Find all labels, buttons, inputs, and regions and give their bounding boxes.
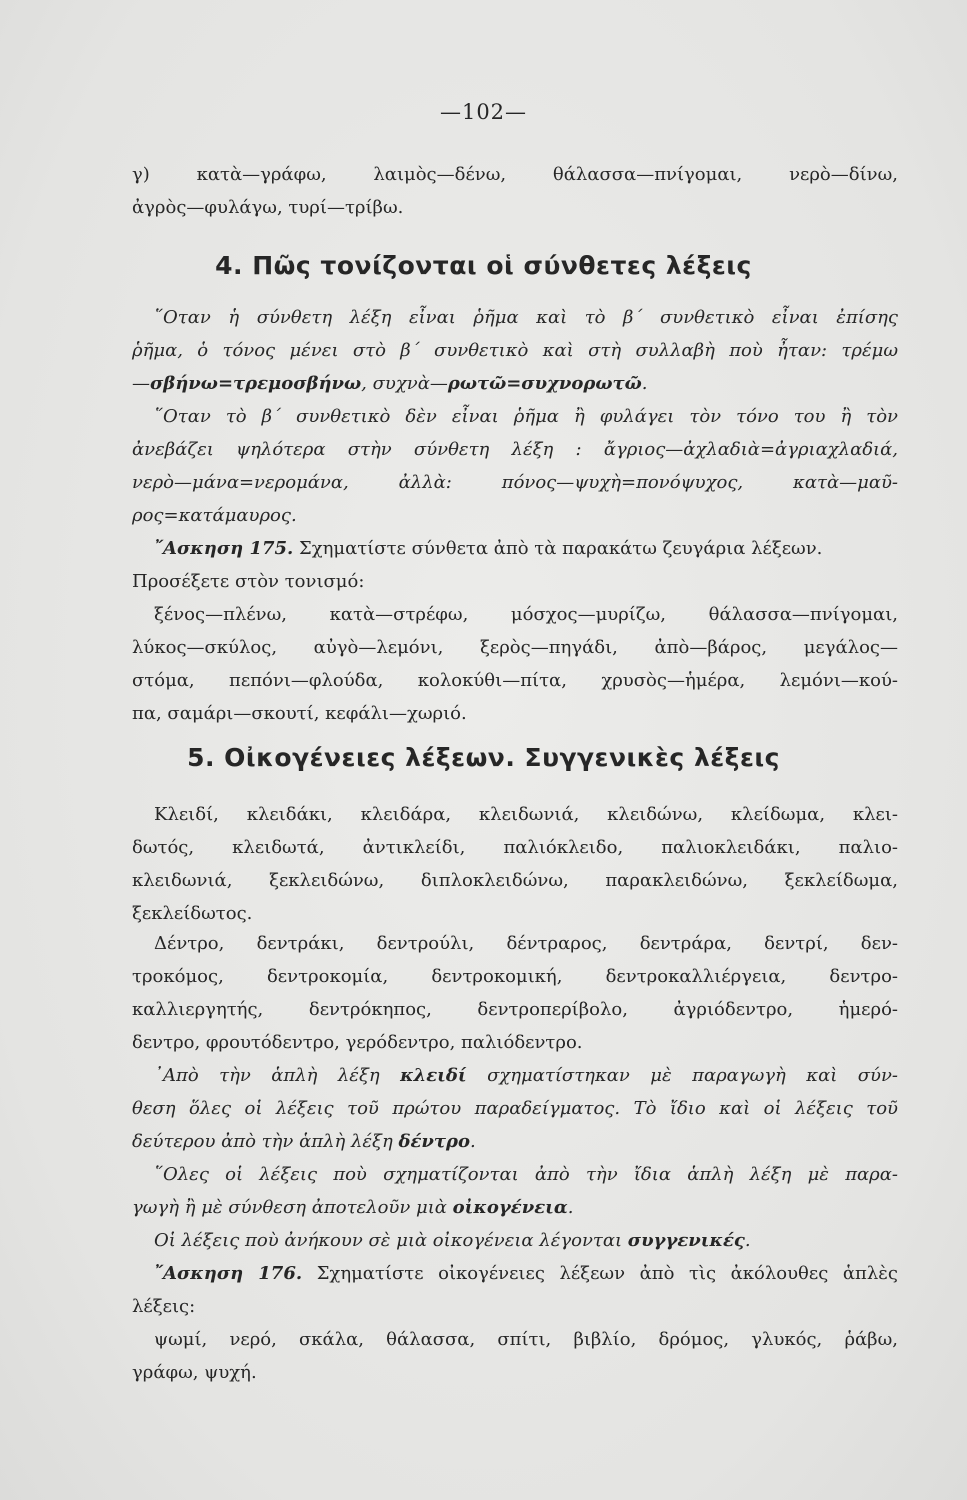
family-dentro <box>132 927 898 1059</box>
text-line: γράφω, ψυχή. <box>132 1362 257 1383</box>
text-line: ῥῆμα, ὁ τόνος μένει στὸ β΄ συνθετικὸ καὶ στὴ συλλαβὴ ποὺ ἦταν: τρέμω <box>132 340 898 361</box>
text-line: δεντρο, φρουτόδεντρο, γερόδεντρο, παλιόδεντρο. <box>132 1032 583 1053</box>
text-run: . <box>470 1131 476 1152</box>
text-line: Δέντρο, δεντράκι, δεντρούλι, δέντραρος, δεντράρα, δεντρί, δεν- <box>154 933 898 954</box>
rule-paragraph-1 <box>132 301 898 400</box>
bold-example: ρωτῶ=συχνορωτῶ <box>447 373 642 394</box>
bold-word: οἰκογένεια <box>452 1197 568 1218</box>
text-line: ξεκλείδωτος. <box>132 903 253 924</box>
family-kleidi <box>132 798 898 930</box>
bold-word: κλειδί <box>400 1065 467 1086</box>
section-heading-4: 4. Πῶς τονίζονται οἱ σύνθετες λέξεις <box>215 251 752 280</box>
text-line: καλλιεργητής, δεντρόκηπος, δεντροπερίβολο, ἀγριόδεντρο, ἡμερό- <box>132 999 898 1020</box>
text-line: ῞Οταν τὸ β΄ συνθετικὸ δὲν εἶναι ῥῆμα ἢ φυλάγει τὸν τόνο του ἢ τὸν <box>154 406 898 427</box>
text-line <box>132 1224 898 1257</box>
text-run: . <box>744 1230 751 1251</box>
bold-word: δέντρο <box>398 1131 471 1152</box>
exercise-175 <box>132 532 898 598</box>
text-line: ῞Οταν ἡ σύνθετη λέξη εἶναι ῥῆμα καὶ τὸ β΄ συνθετικὸ εἶναι ἐπίσης <box>154 307 898 328</box>
text-run: Οἱ λέξεις ποὺ ἀνήκουν σὲ μιὰ οἰκογένεια λέγονται <box>154 1230 628 1251</box>
text-line: ἀγρὸς—φυλάγω, τυρί—τρίβω. <box>132 197 404 218</box>
text-line: νερὸ—μάνα=νερομάνα, ἀλλὰ: πόνος—ψυχὴ=πονόψυχος, κατὰ—μαῦ- <box>132 472 898 493</box>
text-run: ᾿Απὸ τὴν ἁπλὴ λέξη <box>154 1065 401 1086</box>
exercise-label: ῎Ασκηση 175. <box>154 538 294 559</box>
text-line: κλειδωνιά, ξεκλειδώνω, διπλοκλειδώνω, παρακλειδώνω, ξεκλείδωμα, <box>132 870 898 891</box>
text-line <box>132 1125 898 1158</box>
text-run: . <box>641 373 648 394</box>
text-line: Προσέξετε στὸν τονισμό: <box>132 571 365 592</box>
note-paragraph-2 <box>132 1158 898 1224</box>
text-line: γ) κατὰ—γράφω, λαιμὸς—δένω, θάλασσα—πνίγομαι, νερὸ—δίνω, <box>132 164 898 185</box>
exercise-176 <box>132 1257 898 1323</box>
bold-example: σβήνω=τρεμοσβήνω <box>150 373 362 394</box>
page-number: —102— <box>439 100 528 124</box>
text-line: στόμα, πεπόνι—φλούδα, κολοκύθι—πίτα, χρυσὸς—ἡμέρα, λεμόνι—κού- <box>132 670 898 691</box>
exercise-instruction: Σχηματίστε σύνθετα ἀπὸ τὰ παρακάτω ζευγάρια λέξεων. <box>299 538 823 559</box>
exercise-instruction: Σχηματίστε οἰκογένειες λέξεων ἀπὸ τὶς ἀκόλουθες ἁπλὲς <box>316 1263 898 1284</box>
text-run: δεύτερου ἀπὸ τὴν ἁπλὴ λέξη <box>132 1131 399 1152</box>
text-line: λύκος—σκύλος, αὐγὸ—λεμόνι, ξερὸς—πηγάδι, ἀπὸ—βάρος, μεγάλος— <box>132 637 898 658</box>
text-line: τροκόμος, δεντροκομία, δεντροκομική, δεντροκαλλιέργεια, δεντρο- <box>132 966 898 987</box>
exercise-continuation <box>132 158 898 224</box>
exercise-176-words <box>132 1323 898 1389</box>
text-line <box>132 367 898 400</box>
section-heading-5: 5. Οἰκογένειες λέξεων. Συγγενικὲς λέξεις <box>187 743 780 772</box>
rule-paragraph-2 <box>132 400 898 532</box>
text-run: . <box>567 1197 574 1218</box>
text-line <box>132 532 898 565</box>
text-line <box>132 1257 898 1290</box>
note-paragraph-1 <box>132 1059 898 1158</box>
text-run: γωγὴ ἢ μὲ σύνθεση ἀποτελοῦν μιὰ <box>132 1197 453 1218</box>
text-line: θεση ὅλες οἱ λέξεις τοῦ πρώτου παραδείγματος. Τὸ ἴδιο καὶ οἱ λέξεις τοῦ <box>132 1098 898 1119</box>
exercise-label: ῎Ασκηση 176. <box>154 1263 303 1284</box>
text-line: ἀνεβάζει ψηλότερα στὴν σύνθετη λέξη : ἄγριος—ἀχλαδιὰ=ἀγριαχλαδιά, <box>132 439 898 460</box>
text-line: δωτός, κλειδωτά, ἀντικλείδι, παλιόκλειδο, παλιοκλειδάκι, παλιο- <box>132 837 898 858</box>
text-line: ψωμί, νερό, σκάλα, θάλασσα, σπίτι, βιβλίο, δρόμος, γλυκός, ῥάβω, <box>154 1329 898 1350</box>
text-line <box>132 1059 898 1092</box>
text-line: πα, σαμάρι—σκουτί, κεφάλι—χωριό. <box>132 703 467 724</box>
text-line <box>132 1191 898 1224</box>
bold-word: συγγενικές <box>627 1230 745 1251</box>
text-run: — <box>132 373 150 394</box>
word-pairs <box>132 598 898 730</box>
text-line: ῞Ολες οἱ λέξεις ποὺ σχηματίζονται ἀπὸ τὴν ἴδια ἁπλὴ λέξη μὲ παρα- <box>154 1164 898 1185</box>
text-line: Κλειδί, κλειδάκι, κλειδάρα, κλειδωνιά, κλειδώνω, κλείδωμα, κλει- <box>154 804 898 825</box>
text-line: λέξεις: <box>132 1296 196 1317</box>
note-paragraph-3 <box>132 1224 898 1257</box>
text-line: ξένος—πλένω, κατὰ—στρέφω, μόσχος—μυρίζω, θάλασσα—πνίγομαι, <box>154 604 898 625</box>
text-run: , συχνὰ— <box>361 373 448 394</box>
text-run: σχηματίστηκαν μὲ παραγωγὴ καὶ σύν- <box>466 1065 898 1086</box>
text-line: ρος=κατάμαυρος. <box>132 505 297 526</box>
